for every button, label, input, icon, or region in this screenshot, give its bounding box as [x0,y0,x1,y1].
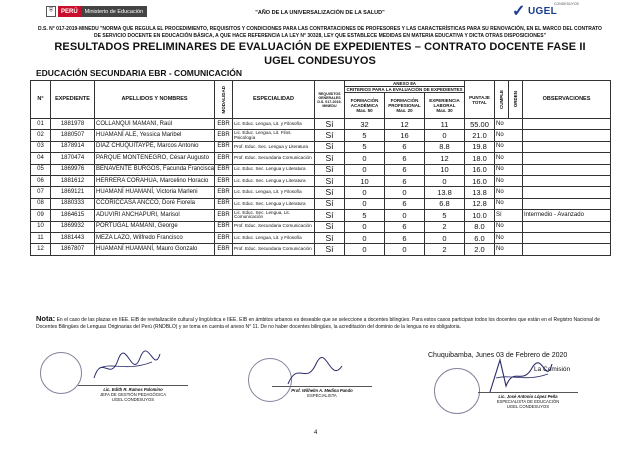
header-formacion-academica: FORMACIÓN ACADÉMICA Max. 50 [345,93,385,119]
signature-left-org: UGEL CONDESUYOS [111,397,155,402]
cell-observaciones [523,153,611,164]
cell-puntaje: 6.0 [465,232,495,243]
header-anexo: ANEXO 8A [345,81,465,87]
signature-right-name: Lic. José Antonio López Peña [478,392,578,399]
cell-n: 10 [31,221,51,232]
note [36,315,606,331]
cell-formacion-profesional: 6 [385,141,425,152]
page-title: RESULTADOS PRELIMINARES DE EVALUACIÓN DE EXPEDIENTES – CONTRATO DOCENTE FASE II [54,41,586,53]
cell-observaciones [523,187,611,198]
cell-observaciones [523,221,611,232]
cell-observaciones [523,119,611,130]
cell-especialidad: Lic. Educ. Lengua, Lit. Filos. Psicología [233,130,315,141]
cell-puntaje: 18.0 [465,153,495,164]
cell-name: HUAMANÍ HUAMANÍ, Victoria Marleni [95,187,215,198]
table-row [31,164,611,175]
official-stamp-right [434,368,480,414]
cell-n: 06 [31,175,51,186]
cell-name: HUAMANÍ ALE, Yessica Maribel [95,130,215,141]
cell-experiencia: 12 [425,153,465,164]
cell-requisitos: Sí [315,153,345,164]
ugel-logo-subtext: CONDESUYOS [554,2,579,6]
cell-cumple: No [495,198,523,209]
cell-experiencia: 0 [425,130,465,141]
cell-expediente: 1881443 [51,232,95,243]
table-row [31,119,611,130]
table-row [31,130,611,141]
cell-requisitos: Sí [315,187,345,198]
cell-modalidad: EBR [215,198,233,209]
cell-puntaje: 12.8 [465,198,495,209]
cell-puntaje: 55.00 [465,119,495,130]
cell-cumple: No [495,187,523,198]
cell-expediente: 1864615 [51,210,95,221]
table-row [31,198,611,209]
cell-n: 05 [31,164,51,175]
cell-expediente: 1869121 [51,187,95,198]
cell-cumple: No [495,141,523,152]
cell-formacion-profesional: 6 [385,232,425,243]
ministry-label: Ministerio de Educación [81,6,147,17]
cell-experiencia: 5 [425,210,465,221]
cell-name: MEZA LAZO, Wilfredo Francisco [95,232,215,243]
signature-right-role: ESPECIALISTA DE EDUCACIÓN [496,399,560,404]
cell-formacion-academica: 0 [345,153,385,164]
cell-formacion-academica: 5 [345,210,385,221]
cell-expediente: 1880507 [51,130,95,141]
page-subtitle-ugel: UGEL CONDESUYOS [264,55,376,67]
cell-name: COLLANQUI MAMANI, Raúl [95,119,215,130]
signature-scribble-left [92,348,162,386]
cell-expediente: 1869976 [51,164,95,175]
cell-modalidad: EBR [215,210,233,221]
cell-puntaje: 2.0 [465,244,495,255]
cell-requisitos: Sí [315,221,345,232]
cell-formacion-academica: 0 [345,164,385,175]
cell-modalidad: EBR [215,153,233,164]
cell-requisitos: Sí [315,232,345,243]
cell-n: 07 [31,187,51,198]
cell-formacion-profesional: 6 [385,221,425,232]
place-date: Chuquibamba, Junes 03 de Febrero de 2020 [428,352,568,359]
cell-name: PORTUGAL MAMANI, George [95,221,215,232]
header-formacion-profesional: FORMACIÓN PROFESIONAL Max. 20 [385,93,425,119]
cell-formacion-academica: 0 [345,221,385,232]
cell-n: 03 [31,141,51,152]
commission-label: La Comisión [534,366,571,373]
cell-cumple: Sí [495,210,523,221]
header-apellidos: APELLIDOS Y NOMBRES [95,81,215,119]
header-cumple: CUMPLE [495,81,509,119]
cell-requisitos: Sí [315,130,345,141]
cell-observaciones [523,130,611,141]
cell-name: BENAVENTE BURGOS, Facunda Francisca [95,164,215,175]
cell-modalidad: EBR [215,130,233,141]
cell-especialidad: Lic. Educ. Lengua, Lit. y Filosofía [233,119,315,130]
cell-n: 09 [31,210,51,221]
cell-name: PARQUE MONTENEGRO, César Augusto [95,153,215,164]
cell-experiencia: 0 [425,175,465,186]
cell-observaciones [523,232,611,243]
cell-puntaje: 16.0 [465,164,495,175]
cell-cumple: No [495,221,523,232]
results-table-body [31,119,611,256]
table-row [31,187,611,198]
cell-cumple: No [495,175,523,186]
signature-center [272,386,372,398]
signature-left-name: Lic. Edith R. Ramos Palomino [78,385,188,392]
ugel-logo [512,4,582,24]
cell-expediente: 1881978 [51,119,95,130]
cell-modalidad: EBR [215,187,233,198]
signature-left-role: JEFA DE GESTIÓN PEDAGÓGICA [99,392,167,397]
cell-formacion-profesional: 0 [385,244,425,255]
peru-shield-icon: ⛨ [46,6,56,17]
cell-modalidad: EBR [215,221,233,232]
cell-experiencia: 13.8 [425,187,465,198]
cell-cumple: No [495,232,523,243]
header-expediente: EXPEDIENTE [51,81,95,119]
cell-puntaje: 16.0 [465,175,495,186]
cell-expediente: 1881612 [51,175,95,186]
cell-puntaje: 19.8 [465,141,495,152]
cell-requisitos: Sí [315,244,345,255]
cell-especialidad: Lic. Educ. Sec. Lengua y Literatura [233,175,315,186]
cell-formacion-academica: 0 [345,244,385,255]
cell-name: CCORICCASA ANCCO, Doré Fiorela [95,198,215,209]
cell-cumple: No [495,153,523,164]
cell-formacion-profesional: 0 [385,210,425,221]
cell-n: 08 [31,198,51,209]
cell-requisitos: Sí [315,119,345,130]
cell-formacion-profesional: 6 [385,153,425,164]
cell-cumple: No [495,119,523,130]
cell-formacion-academica: 5 [345,141,385,152]
cell-requisitos: Sí [315,198,345,209]
section-title: EDUCACIÓN SECUNDARIA EBR - COMUNICACIÓN [36,68,243,78]
cell-formacion-academica: 0 [345,232,385,243]
cell-modalidad: EBR [215,244,233,255]
cell-experiencia: 8.8 [425,141,465,152]
cell-observaciones [523,141,611,152]
cell-especialidad: Lic. Educ. Sec. Lengua y Literatura [233,164,315,175]
table-row [31,210,611,221]
table-row [31,141,611,152]
page-number: 4 [314,430,318,436]
cell-observaciones [523,164,611,175]
cell-experiencia: 11 [425,119,465,130]
cell-especialidad: Prof. Educ. Secundaria Comunicación [233,153,315,164]
cell-especialidad: Prof. Educ. Sec. Lengua y Literatura [233,141,315,152]
cell-cumple: No [495,244,523,255]
cell-puntaje: 13.8 [465,187,495,198]
cell-name: ADUVIRI ANCHAPURI, Marisol [95,210,215,221]
cell-n: 04 [31,153,51,164]
cell-observaciones [523,198,611,209]
cell-formacion-academica: 32 [345,119,385,130]
decree-text: D.S. N° 017-2019-MINEDU "NORMA QUE REGULA EL PROCEDIMIENTO, REQUISITOS Y CONDICIONES PARA LAS CONTRATACIONES DE PROFESORES Y LAS CARACTERÍSTICAS PARA SU RENOVACIÓN, EN EL MARCO DEL CONTRATO DE SERVICIO DOCENTE EN EDUCACIÓN BÁSICA, A QUE HACE REFERENCIA LA LEY N° 30328, LEY QUE ESTABLECE MEDIDAS EN MATERIA EDUCATIVA Y DICTA OTRAS DISPOSICIONES" [38,26,602,39]
cell-formacion-academica: 5 [345,130,385,141]
header-requisitos: REQUISITOS GENERALES D.S. 017-2019-MINEDU [315,81,345,119]
table-row [31,153,611,164]
cell-modalidad: EBR [215,175,233,186]
header-especialidad: ESPECIALIDAD [233,81,315,119]
cell-n: 12 [31,244,51,255]
ugel-check-icon: ✓ [512,3,526,20]
signature-scribble-right [486,356,556,396]
cell-formacion-academica: 0 [345,198,385,209]
cell-experiencia: 2 [425,221,465,232]
table-row [31,244,611,255]
header-orden: ORDEN [509,81,523,119]
cell-experiencia: 6.8 [425,198,465,209]
table-row [31,232,611,243]
cell-puntaje: 21.0 [465,130,495,141]
signature-center-name: Prof. Wilhelm A. Medina Pando [272,386,372,393]
cell-especialidad: Lic. Educ. Lengua, Lit. y Filosofía [233,187,315,198]
cell-cumple: No [495,164,523,175]
cell-expediente: 1870474 [51,153,95,164]
cell-expediente: 1867807 [51,244,95,255]
cell-especialidad: Prof. Educ. Secundaria Comunicación [233,221,315,232]
cell-observaciones: Intermedio - Avanzado [523,210,611,221]
note-text: En el caso de las plazas en IIEE. EIB de revitalización cultural y lingüística e IIEE. EIB en ámbitos urbanos es deseable que se seleccione a docentes bilingües. Para estos casos participan todos los docentes que están en el Registro Nacional de Docentes Bilingües de Lenguas Originarias del Perú (RNDBLO) y se toma en cuenta el anexo N° 11. De no haber docentes bilingües, la acreditación del dominio de la lengua no es obligatoria. [36,317,600,330]
cell-modalidad: EBR [215,141,233,152]
cell-formacion-profesional: 0 [385,187,425,198]
cell-requisitos: Sí [315,210,345,221]
cell-n: 01 [31,119,51,130]
cell-experiencia: 2 [425,244,465,255]
cell-n: 11 [31,232,51,243]
note-label: Nota: [36,314,56,323]
cell-formacion-profesional: 12 [385,119,425,130]
cell-requisitos: Sí [315,141,345,152]
cell-formacion-academica: 0 [345,187,385,198]
cell-observaciones [523,175,611,186]
cell-especialidad: Prof. Educ. Secundaria Comunicación [233,244,315,255]
signature-scribble-center [286,356,346,390]
cell-formacion-profesional: 6 [385,164,425,175]
cell-experiencia: 0 [425,232,465,243]
signature-center-role: ESPECIALISTA [307,393,337,398]
signature-right [478,392,578,409]
cell-name: DÍAZ CHUQUITAYPE, Marcos Antonio [95,141,215,152]
cell-modalidad: EBR [215,164,233,175]
year-motto: "AÑO DE LA UNIVERSALIZACIÓN DE LA SALUD" [255,10,385,16]
cell-expediente: 1869932 [51,221,95,232]
cell-expediente: 1880333 [51,198,95,209]
cell-modalidad: EBR [215,232,233,243]
cell-n: 02 [31,130,51,141]
cell-requisitos: Sí [315,164,345,175]
cell-observaciones [523,244,611,255]
ugel-logo-text: UGEL [528,6,557,17]
header-observaciones: OBSERVACIONES [523,81,611,119]
cell-formacion-profesional: 6 [385,198,425,209]
header-experiencia: EXPERIENCIA LABORAL Max. 30 [425,93,465,119]
cell-cumple: No [495,130,523,141]
cell-puntaje: 8.0 [465,221,495,232]
cell-formacion-academica: 10 [345,175,385,186]
header-puntaje: PUNTAJE TOTAL [465,81,495,119]
header-modalidad: MODALIDAD [215,81,233,119]
cell-expediente: 1878914 [51,141,95,152]
cell-modalidad: EBR [215,119,233,130]
table-row [31,175,611,186]
signature-left [78,385,188,402]
cell-name: HERRERA CORAHUA, Marcelino Horacio [95,175,215,186]
official-stamp-left [40,352,82,394]
cell-experiencia: 10 [425,164,465,175]
header-n: N° [31,81,51,119]
header-criterios: CRITERIOS PARA LA EVALUACIÓN DE EXPEDIENTES [346,87,463,92]
country-label: PERÚ [58,6,81,17]
cell-puntaje: 10.0 [465,210,495,221]
cell-requisitos: Sí [315,175,345,186]
cell-formacion-profesional: 16 [385,130,425,141]
results-table [30,80,611,256]
cell-formacion-profesional: 6 [385,175,425,186]
cell-name: HUAMANÍ HUAMANÍ, Mauro Gonzalo [95,244,215,255]
cell-especialidad: Lic. Educ. Sec. Lengua, Lit. Comunicación [233,210,315,221]
cell-especialidad: Lic. Educ. Sec. Lengua y Literatura [233,198,315,209]
table-row [31,221,611,232]
signature-right-org: UGEL CONDESUYOS [506,404,550,409]
cell-especialidad: Lic. Educ. Lengua, Lit. y Filosofía [233,232,315,243]
